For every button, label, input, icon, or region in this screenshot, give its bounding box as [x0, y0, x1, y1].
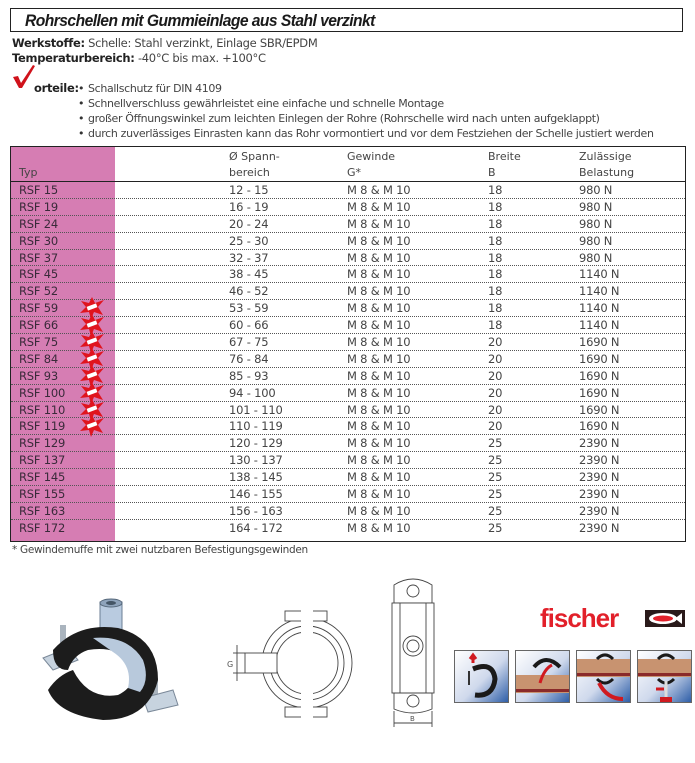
- fischer-logo: fischer: [540, 603, 619, 633]
- type-cell: RSF 145: [19, 470, 66, 485]
- spec-value: -40°C bis max. +100°C: [137, 51, 266, 65]
- belastung-cell: 980 N: [579, 250, 613, 265]
- table-row: [11, 334, 685, 351]
- belastung-cell: 2390 N: [579, 453, 620, 468]
- spannbereich-cell: 20 - 24: [229, 216, 269, 231]
- header-spann-1: Ø Spann-: [229, 150, 280, 163]
- breite-cell: 25: [488, 453, 503, 468]
- type-cell: RSF 15: [19, 183, 58, 197]
- gewinde-cell: M 8 & M 10: [347, 368, 411, 383]
- table-row: [11, 486, 685, 503]
- dimension-label-g: G: [227, 660, 234, 669]
- belastung-cell: 1690 N: [579, 368, 620, 383]
- table-row: [11, 520, 685, 537]
- spannbereich-cell: 38 - 45: [229, 267, 269, 282]
- belastung-cell: 980 N: [579, 199, 613, 214]
- breite-cell: 20: [488, 402, 503, 417]
- spannbereich-cell: 16 - 19: [229, 199, 269, 214]
- gewinde-cell: M 8 & M 10: [347, 385, 411, 400]
- gewinde-cell: M 8 & M 10: [347, 233, 411, 248]
- type-cell: RSF 45: [19, 267, 58, 282]
- breite-cell: 20: [488, 368, 503, 383]
- spannbereich-cell: 85 - 93: [229, 368, 269, 383]
- gewinde-cell: M 8 & M 10: [347, 199, 411, 214]
- breite-cell: 25: [488, 520, 503, 535]
- type-cell: RSF 52: [19, 284, 58, 299]
- header-breite-1: Breite: [488, 150, 521, 163]
- breite-cell: 18: [488, 318, 503, 333]
- gewinde-cell: M 8 & M 10: [347, 335, 411, 350]
- product-table: [10, 146, 686, 542]
- belastung-cell: 1140 N: [579, 318, 620, 333]
- type-cell: RSF 93: [19, 368, 58, 383]
- breite-cell: 18: [488, 250, 503, 265]
- table-row: [11, 216, 685, 233]
- belastung-cell: 1690 N: [579, 419, 620, 434]
- belastung-cell: 980 N: [579, 183, 613, 197]
- gewinde-cell: M 8 & M 10: [347, 301, 411, 316]
- belastung-cell: 1690 N: [579, 385, 620, 400]
- advantage-item: • Schnellverschluss gewährleistet eine einfache und schnelle Montage: [78, 96, 654, 111]
- belastung-cell: 1690 N: [579, 335, 620, 350]
- breite-cell: 18: [488, 284, 503, 299]
- gewinde-cell: M 8 & M 10: [347, 453, 411, 468]
- table-row: [11, 317, 685, 334]
- spannbereich-cell: 67 - 75: [229, 335, 269, 350]
- breite-cell: 20: [488, 385, 503, 400]
- spannbereich-cell: 12 - 15: [229, 183, 269, 197]
- table-row: [11, 199, 685, 216]
- step-1-open-clamp: [454, 650, 509, 703]
- breite-cell: 20: [488, 335, 503, 350]
- step-4-tighten: [637, 650, 692, 703]
- table-row: [11, 402, 685, 419]
- breite-cell: 18: [488, 301, 503, 316]
- gewinde-cell: M 8 & M 10: [347, 183, 411, 197]
- type-cell: RSF 24: [19, 216, 58, 231]
- breite-cell: 18: [488, 267, 503, 282]
- belastung-cell: 1690 N: [579, 402, 620, 417]
- new-star-badge-icon: [79, 415, 105, 437]
- gewinde-cell: M 8 & M 10: [347, 503, 411, 518]
- table-row: [11, 385, 685, 402]
- belastung-cell: 1140 N: [579, 267, 620, 282]
- header-belastung-2: Belastung: [579, 166, 635, 179]
- belastung-cell: 980 N: [579, 233, 613, 248]
- type-cell: RSF 37: [19, 250, 58, 265]
- type-cell: RSF 100: [19, 385, 66, 400]
- spannbereich-cell: 94 - 100: [229, 385, 276, 400]
- breite-cell: 25: [488, 503, 503, 518]
- type-cell: RSF 119: [19, 419, 66, 434]
- table-body: [11, 182, 685, 537]
- gewinde-cell: M 8 & M 10: [347, 284, 411, 299]
- type-cell: RSF 19: [19, 199, 58, 214]
- advantage-item: • Schallschutz für DIN 4109: [78, 81, 654, 96]
- spannbereich-cell: 146 - 155: [229, 487, 283, 502]
- breite-cell: 20: [488, 419, 503, 434]
- header-belastung-1: Zulässige: [579, 150, 632, 163]
- table-row: [11, 368, 685, 385]
- header-gewinde-2: G*: [347, 166, 362, 179]
- table-row: [11, 418, 685, 435]
- product-photo: [18, 580, 188, 740]
- header-gewinde-1: Gewinde: [347, 150, 396, 163]
- spannbereich-cell: 25 - 30: [229, 233, 269, 248]
- type-cell: RSF 110: [19, 402, 66, 417]
- breite-cell: 25: [488, 436, 503, 451]
- gewinde-cell: M 8 & M 10: [347, 419, 411, 434]
- type-cell: RSF 137: [19, 453, 66, 468]
- footnote: * Gewindemuffe mit zwei nutzbaren Befestigungsgewinden: [12, 544, 308, 556]
- header-typ: Typ: [19, 166, 38, 179]
- spannbereich-cell: 53 - 59: [229, 301, 269, 316]
- table-row: [11, 503, 685, 520]
- type-cell: RSF 172: [19, 520, 66, 535]
- page-title: Rohrschellen mit Gummieinlage aus Stahl verzinkt: [25, 11, 375, 30]
- belastung-cell: 1140 N: [579, 301, 620, 316]
- checkmark-icon: [12, 65, 36, 89]
- spannbereich-cell: 101 - 110: [229, 402, 283, 417]
- gewinde-cell: M 8 & M 10: [347, 470, 411, 485]
- spec-label: Werkstoffe:: [12, 36, 85, 50]
- spannbereich-cell: 46 - 52: [229, 284, 269, 299]
- table-row: [11, 250, 685, 267]
- step-3-close-clamp: [576, 650, 631, 703]
- gewinde-cell: M 8 & M 10: [347, 487, 411, 502]
- belastung-cell: 2390 N: [579, 503, 620, 518]
- type-cell: RSF 30: [19, 233, 58, 248]
- belastung-cell: 2390 N: [579, 470, 620, 485]
- header-breite-2: B: [488, 166, 496, 179]
- spannbereich-cell: 120 - 129: [229, 436, 283, 451]
- belastung-cell: 1140 N: [579, 284, 620, 299]
- spec-label: Temperaturbereich:: [12, 51, 135, 65]
- type-cell: RSF 84: [19, 351, 58, 366]
- gewinde-cell: M 8 & M 10: [347, 520, 411, 535]
- spannbereich-cell: 32 - 37: [229, 250, 269, 265]
- breite-cell: 25: [488, 470, 503, 485]
- spannbereich-cell: 60 - 66: [229, 318, 269, 333]
- belastung-cell: 2390 N: [579, 436, 620, 451]
- gewinde-cell: M 8 & M 10: [347, 436, 411, 451]
- belastung-cell: 2390 N: [579, 520, 620, 535]
- spannbereich-cell: 156 - 163: [229, 503, 283, 518]
- gewinde-cell: M 8 & M 10: [347, 250, 411, 265]
- breite-cell: 20: [488, 351, 503, 366]
- type-cell: RSF 66: [19, 318, 58, 333]
- table-row: [11, 233, 685, 250]
- table-row: [11, 435, 685, 452]
- advantages-label: orteile:: [34, 81, 79, 95]
- technical-drawing-front: [215, 585, 380, 735]
- spec-materials: [12, 36, 317, 50]
- belastung-cell: 1690 N: [579, 351, 620, 366]
- fischer-fish-logo-icon: [645, 610, 685, 627]
- type-cell: RSF 163: [19, 503, 66, 518]
- advantages-list: [78, 81, 654, 141]
- step-2-insert-pipe: [515, 650, 570, 703]
- type-cell: RSF 155: [19, 487, 66, 502]
- type-cell: RSF 59: [19, 301, 58, 316]
- gewinde-cell: M 8 & M 10: [347, 267, 411, 282]
- belastung-cell: 980 N: [579, 216, 613, 231]
- belastung-cell: 2390 N: [579, 487, 620, 502]
- gewinde-cell: M 8 & M 10: [347, 318, 411, 333]
- advantage-item: • großer Öffnungswinkel zum leichten Einlegen der Rohre (Rohrschelle wird nach unten aufgeklappt): [78, 111, 654, 126]
- spannbereich-cell: 164 - 172: [229, 520, 283, 535]
- table-header: [11, 147, 685, 182]
- gewinde-cell: M 8 & M 10: [347, 351, 411, 366]
- breite-cell: 18: [488, 216, 503, 231]
- table-row: [11, 266, 685, 283]
- breite-cell: 18: [488, 233, 503, 248]
- spannbereich-cell: 110 - 119: [229, 419, 283, 434]
- type-cell: RSF 129: [19, 436, 66, 451]
- type-cell: RSF 75: [19, 335, 58, 350]
- spannbereich-cell: 130 - 137: [229, 453, 283, 468]
- gewinde-cell: M 8 & M 10: [347, 216, 411, 231]
- table-row: [11, 452, 685, 469]
- dimension-label-b: B: [410, 715, 415, 723]
- spec-value: Schelle: Stahl verzinkt, Einlage SBR/EPDM: [88, 36, 318, 50]
- table-row: [11, 300, 685, 317]
- table-row: [11, 469, 685, 486]
- gewinde-cell: M 8 & M 10: [347, 402, 411, 417]
- table-row: [11, 351, 685, 368]
- table-row: [11, 283, 685, 300]
- spannbereich-cell: 76 - 84: [229, 351, 269, 366]
- header-spann-2: bereich: [229, 166, 270, 179]
- breite-cell: 18: [488, 183, 503, 197]
- table-row: [11, 182, 685, 199]
- technical-drawing-side: [388, 571, 438, 741]
- advantage-item: • durch zuverlässiges Einrasten kann das Rohr vormontiert und vor dem Festziehen der Schelle justiert werden: [78, 126, 654, 141]
- spannbereich-cell: 138 - 145: [229, 470, 283, 485]
- title-box: [10, 8, 683, 32]
- breite-cell: 18: [488, 199, 503, 214]
- spec-temperature: [12, 51, 266, 65]
- breite-cell: 25: [488, 487, 503, 502]
